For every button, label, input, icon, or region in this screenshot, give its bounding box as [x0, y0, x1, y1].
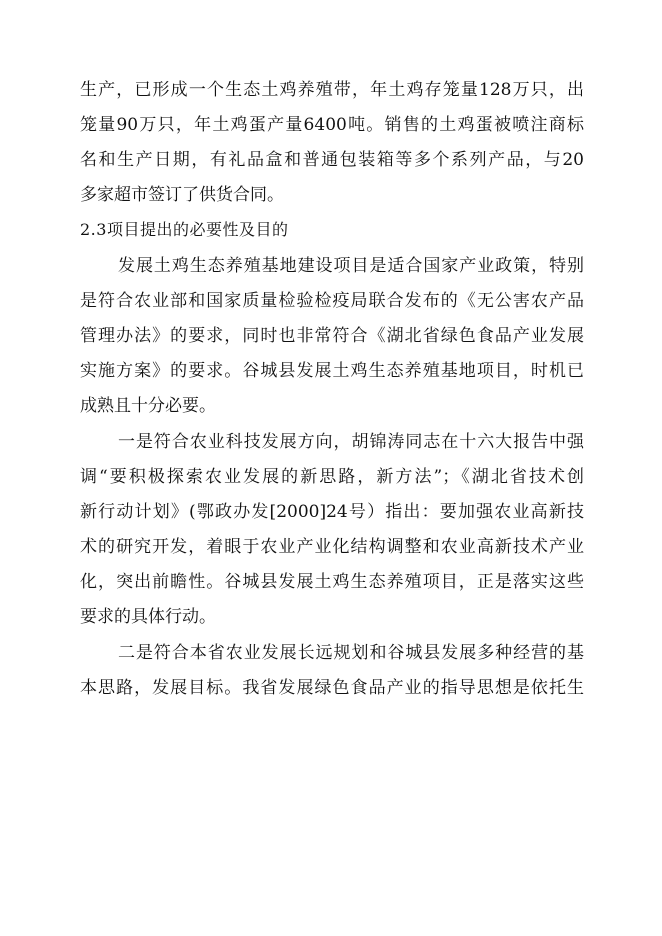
paragraph-line: 发展土鸡生态养殖基地建设项目是适合国家产业政策，特别 — [118, 256, 584, 276]
paragraph-line: 一是符合农业科技发展方向，胡锦涛同志在十六大报告中强 — [118, 432, 584, 452]
paragraph-line: 名和生产日期，有礼品盒和普通包装箱等多个系列产品，与20 — [80, 150, 584, 170]
paragraph-line: 成熟且十分必要。 — [80, 396, 216, 416]
paragraph-line: 本思路，发展目标。我省发展绿色食品产业的指导思想是依托生 — [80, 678, 584, 698]
paragraph-line: 要求的具体行动。 — [80, 607, 216, 627]
paragraph-line: 术的研究开发，着眼于农业产业化结构调整和农业高新技术产业 — [80, 537, 584, 557]
paragraph-line: 二是符合本省农业发展长远规划和谷城县发展多种经营的基 — [118, 643, 584, 663]
paragraph-line: 是符合农业部和国家质量检验检疫局联合发布的《无公害农产品 — [80, 291, 584, 311]
paragraph-line: 化，突出前瞻性。谷城县发展土鸡生态养殖项目，正是落实这些 — [80, 572, 584, 592]
paragraph-line: 笼量90万只，年土鸡蛋产量6400吨。销售的土鸡蛋被喷注商标 — [80, 115, 584, 135]
paragraph-line: 多家超市签订了供货合同。 — [80, 185, 284, 205]
paragraph-line: 管理办法》的要求，同时也非常符合《湖北省绿色食品产业发展 — [80, 326, 584, 346]
paragraph-line: 生产，已形成一个生态土鸡养殖带，年土鸡存笼量128万只，出 — [80, 80, 584, 100]
section-heading: 2.3项目提出的必要性及目的 — [80, 220, 289, 239]
paragraph-line: 新行动计划》(鄂政办发[2000]24号）指出：要加强农业高新技 — [80, 502, 584, 522]
paragraph-line: 调“要积极探索农业发展的新思路，新方法”；《湖北省技术创 — [80, 467, 584, 487]
paragraph-line: 实施方案》的要求。谷城县发展土鸡生态养殖基地项目，时机已 — [80, 361, 584, 381]
